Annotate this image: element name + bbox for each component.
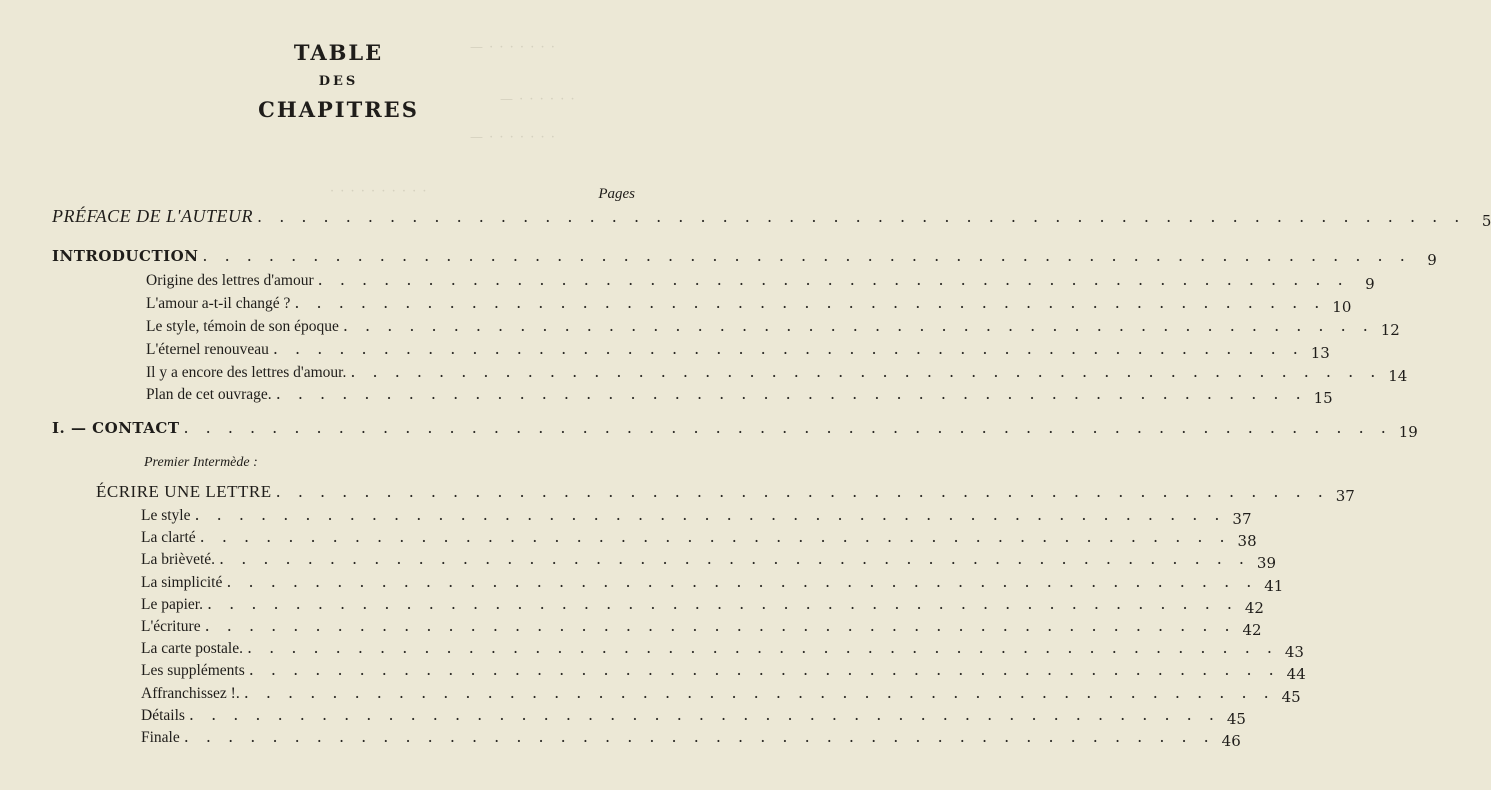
toc-subentry (141, 727, 1241, 750)
dot-leader: . . . . . . . . . . . . . . . . . . . . . . . . . . . . . . . . . . . . . . . . . . . . . . . (275, 384, 1307, 403)
toc-entry-page: 43 (1284, 643, 1304, 661)
dot-leader: . . . . . . . . . . . . . . . . . . . . . . . . . . . . . . . . . . . . . . . . . . . . . . . (204, 616, 1236, 635)
toc-subentry (146, 316, 1400, 339)
toc-entry-page: 42 (1244, 599, 1264, 617)
toc-subentry (141, 572, 1284, 595)
toc-subentry (146, 384, 1333, 407)
show-through-marks: — · · · · · · (500, 92, 576, 107)
toc-subentry (141, 638, 1304, 661)
toc-subentry (141, 527, 1257, 550)
dot-leader: . . . . . . . . . . . . . . . . . . . . . . . . . . . . . . . . . . . . . . . . . . . . . . . . . . . . . . . (202, 246, 1411, 265)
dot-leader: . . . . . . . . . . . . . . . . . . . . . . . . . . . . . . . . . . . . . . . . . . . . . . . (272, 339, 1304, 358)
toc-entry-page: 45 (1281, 688, 1301, 706)
show-through-marks: — · · · · · · · (470, 130, 556, 145)
toc-subentry (141, 549, 1277, 572)
page-title-line3: CHAPITRES (258, 97, 419, 122)
toc-entry-label: Origine des lettres d'amour (146, 272, 314, 289)
toc-entry-label: Affranchissez !. (141, 685, 240, 702)
dot-leader: . . . . . . . . . . . . . . . . . . . . . . . . . . . . . . . . . . . . . . . . . . . . . . . (317, 270, 1349, 289)
toc-subentry (141, 505, 1252, 528)
page-title-line2: DES (318, 74, 359, 89)
dot-leader: . . . . . . . . . . . . . . . . . . . . . . . . . . . . . . . . . . . . . . . . . . . . . . . . (275, 482, 1329, 501)
toc-subentry (141, 660, 1306, 683)
dot-leader: . . . . . . . . . . . . . . . . . . . . . . . . . . . . . . . . . . . . . . . . . . . . . . . (342, 316, 1374, 335)
toc-entry-page: 39 (1256, 554, 1277, 572)
toc-entry-page: 44 (1286, 665, 1306, 683)
toc-entry-page: 19 (1398, 423, 1418, 441)
toc-entry-page: 42 (1242, 621, 1262, 639)
dot-leader: . . . . . . . . . . . . . . . . . . . . . . . . . . . . . . . . . . . . . . . . . . . . . . . (188, 705, 1220, 724)
dot-leader: . . . . . . . . . . . . . . . . . . . . . . . . . . . . . . . . . . . . . . . . . . . . . . . (206, 594, 1238, 613)
toc-entry-page: 10 (1332, 298, 1352, 316)
toc-entry-label: Finale (141, 729, 180, 746)
toc-entry-page: 9 (1427, 251, 1437, 269)
toc-entry-label: I. — CONTACT (52, 419, 180, 437)
toc-entry-label: L'écriture (141, 618, 201, 635)
toc-entry-label: INTRODUCTION (52, 247, 199, 265)
toc-subentry (146, 293, 1352, 316)
toc-entry-page: 46 (1221, 732, 1241, 750)
toc-entry-label: La carte postale. (141, 640, 243, 657)
dot-leader: . . . . . . . . . . . . . . . . . . . . . . . . . . . . . . . . . . . . . . . . . . . . . . . (350, 362, 1382, 381)
toc-entry-ecrire (96, 482, 1355, 505)
toc-entry-page: 14 (1388, 367, 1408, 385)
toc-entry-label: L'amour a-t-il changé ? (146, 295, 291, 312)
dot-leader: . . . . . . . . . . . . . . . . . . . . . . . . . . . . . . . . . . . . . . . . . . . . . . . . . . . . . . . (257, 207, 1466, 226)
toc-entry-page: 38 (1237, 532, 1257, 550)
toc-entry-preface (52, 206, 1491, 230)
toc-entry-page: 37 (1232, 510, 1252, 528)
toc-entry-page: 37 (1335, 487, 1355, 505)
intermede-heading: Premier Intermède : (144, 455, 258, 470)
pages-column-heading: Pages (598, 186, 635, 202)
toc-entry-label: La simplicité (141, 574, 223, 591)
toc-entry-contact (52, 418, 1418, 441)
toc-entry-page: 13 (1310, 344, 1330, 362)
toc-entry-label: La clarté (141, 529, 196, 546)
dot-leader: . . . . . . . . . . . . . . . . . . . . . . . . . . . . . . . . . . . . . . . . . . . . . . . (294, 293, 1326, 312)
toc-entry-label: PRÉFACE DE L'AUTEUR (52, 206, 254, 226)
toc-entry-label: Détails (141, 707, 185, 724)
toc-entry-label: ÉCRIRE UNE LETTRE (96, 482, 272, 501)
dot-leader: . . . . . . . . . . . . . . . . . . . . . . . . . . . . . . . . . . . . . . . . . . . . . . . (226, 572, 1258, 591)
toc-entry-label: Il y a encore des lettres d'amour. (146, 364, 347, 381)
dot-leader: . . . . . . . . . . . . . . . . . . . . . . . . . . . . . . . . . . . . . . . . . . . . . . . (219, 549, 1251, 568)
dot-leader: . . . . . . . . . . . . . . . . . . . . . . . . . . . . . . . . . . . . . . . . . . . . . . . . . . . . . . . (183, 418, 1392, 437)
toc-subentry (141, 705, 1246, 728)
toc-entry-label: Plan de cet ouvrage. (146, 386, 272, 403)
toc-entry-label: Le style, témoin de son époque (146, 318, 339, 335)
toc-entry-page: 15 (1313, 389, 1333, 407)
toc-entry-page: 12 (1380, 321, 1400, 339)
toc-entry-page: 5 (1481, 212, 1491, 230)
toc-subentry (141, 594, 1264, 617)
page-title-line1: TABLE (293, 40, 384, 65)
dot-leader: . . . . . . . . . . . . . . . . . . . . . . . . . . . . . . . . . . . . . . . . . . . . . . . (194, 505, 1226, 524)
dot-leader: . . . . . . . . . . . . . . . . . . . . . . . . . . . . . . . . . . . . . . . . . . . . . . . (243, 683, 1275, 702)
toc-subentry (146, 339, 1330, 362)
toc-subentry (146, 270, 1375, 293)
toc-entry-label: L'éternel renouveau (146, 341, 269, 358)
toc-subentry (146, 362, 1408, 385)
toc-entry-label: Le papier. (141, 596, 203, 613)
dot-leader: . . . . . . . . . . . . . . . . . . . . . . . . . . . . . . . . . . . . . . . . . . . . . . . (183, 727, 1215, 746)
toc-entry-page: 9 (1365, 275, 1375, 293)
dot-leader: . . . . . . . . . . . . . . . . . . . . . . . . . . . . . . . . . . . . . . . . . . . . . . . (246, 638, 1278, 657)
toc-entry-page: 41 (1264, 577, 1284, 595)
show-through-marks: · · · · · · · · · · (330, 184, 428, 199)
toc-entry-page: 45 (1226, 710, 1246, 728)
toc-entry-label: Les suppléments (141, 662, 245, 679)
toc-entry-label: Le style (141, 507, 191, 524)
toc-subentry (141, 616, 1262, 639)
dot-leader: . . . . . . . . . . . . . . . . . . . . . . . . . . . . . . . . . . . . . . . . . . . . . . . (199, 527, 1231, 546)
toc-subentry (141, 683, 1301, 706)
dot-leader: . . . . . . . . . . . . . . . . . . . . . . . . . . . . . . . . . . . . . . . . . . . . . . . (248, 660, 1280, 679)
toc-entry-label: La brièveté. (141, 551, 216, 568)
show-through-marks: — · · · · · · · (470, 40, 556, 55)
toc-entry-introduction (52, 246, 1437, 269)
